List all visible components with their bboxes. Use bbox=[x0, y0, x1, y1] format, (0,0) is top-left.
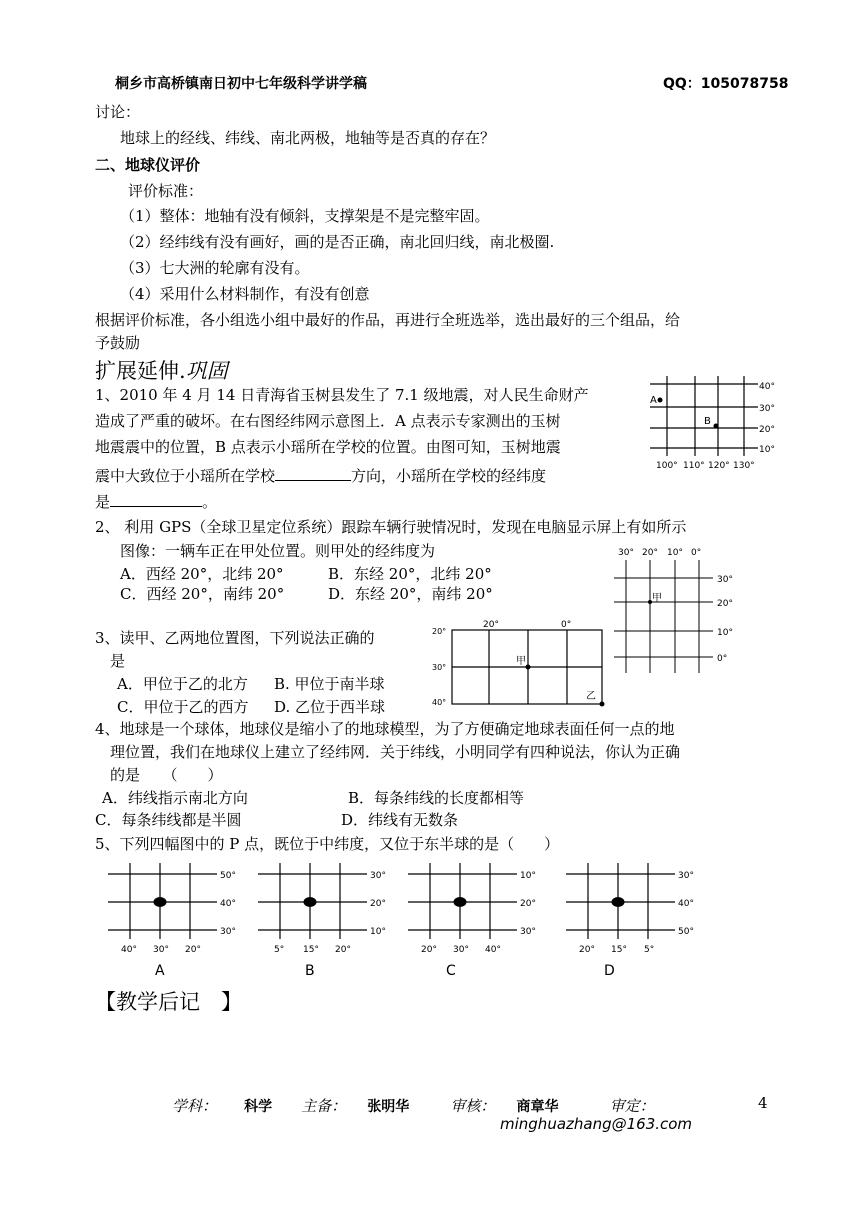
discussion-label: 讨论： bbox=[95, 103, 141, 121]
q4-line: 理位置，我们在地球仪上建立了经纬网．关于纬线，小明同学有四种说法，你认为正确 bbox=[110, 743, 681, 761]
q3-line: 3、读甲、乙两地位置图，下列说法正确的 bbox=[95, 629, 375, 647]
footer-subject-label: 学科： bbox=[172, 1097, 218, 1115]
q2-lat-label: 0° bbox=[717, 654, 728, 664]
q2-lat-label: 30° bbox=[717, 575, 733, 585]
q5-map-a-lon: 40° bbox=[121, 945, 137, 955]
q1-point-b-marker bbox=[714, 424, 719, 429]
q1-lat-label: 40° bbox=[759, 382, 775, 392]
q5-map-a-label: A bbox=[155, 963, 165, 979]
q2-lon-label: 10° bbox=[667, 548, 683, 558]
q5-map-b bbox=[250, 858, 390, 983]
discussion-question: 地球上的经线、纬线、南北两极，地轴等是否真的存在？ bbox=[120, 129, 496, 147]
q2-lon-label: 0° bbox=[691, 548, 702, 558]
q1-line: 地震震中的位置，B 点表示小瑶所在学校的位置。由图可知，玉树地震 bbox=[95, 438, 561, 456]
footer-lead: 张明华 bbox=[367, 1099, 410, 1115]
q5-map-d-lon: 5° bbox=[644, 945, 655, 955]
q2-option: D．东经 20°，南纬 20° bbox=[328, 585, 493, 603]
q5-map-c-lat: 20° bbox=[520, 899, 536, 909]
q4-line: 4、地球是一个球体，地球仪是缩小了的地球模型，为了方便确定地球表面任何一点的地 bbox=[95, 720, 675, 738]
q2-grid-map bbox=[610, 540, 760, 680]
extension-title-part1: 扩展延伸. bbox=[95, 359, 186, 383]
q5-map-c-lon: 40° bbox=[485, 945, 501, 955]
q1-line4-start: 震中大致位于小瑶所在学校 bbox=[95, 467, 276, 485]
q5-map-d-point bbox=[612, 897, 625, 907]
q5-map-b-lat: 10° bbox=[370, 927, 386, 937]
footer-line bbox=[172, 1095, 655, 1116]
q1-lat-label: 20° bbox=[759, 425, 775, 435]
q3-point-yi-marker bbox=[600, 702, 605, 707]
q1-line4-end: 方向，小瑶所在学校的经纬度 bbox=[351, 467, 547, 485]
q1-lon-label: 110° bbox=[683, 461, 705, 471]
footer-lead-label: 主备： bbox=[301, 1097, 347, 1115]
q5-map-d-lat: 50° bbox=[678, 927, 694, 937]
footer-review-label: 审核： bbox=[450, 1097, 496, 1115]
q4-option: A．纬线指示南北方向 bbox=[102, 789, 248, 807]
criteria-item: （4）采用什么材料制作，有没有创意 bbox=[120, 285, 370, 303]
q5-map-b-lon: 15° bbox=[303, 945, 319, 955]
q2-option: B．东经 20°，北纬 20° bbox=[328, 565, 492, 583]
q5-map-b-lon: 5° bbox=[274, 945, 285, 955]
q5-map-a-lat: 50° bbox=[220, 871, 236, 881]
criteria-label: 评价标准： bbox=[128, 182, 204, 200]
q1-point-a-marker bbox=[658, 398, 663, 403]
q1-line: 造成了严重的破坏。在右图经纬网示意图上．A 点表示专家测出的玉树 bbox=[95, 412, 561, 430]
q5-map-a-lon: 30° bbox=[153, 945, 169, 955]
q5-map-d-lon: 20° bbox=[579, 945, 595, 955]
q5-map-b-lon: 20° bbox=[335, 945, 351, 955]
summary-line: 予鼓励 bbox=[95, 334, 141, 352]
footer-approve-label: 审定： bbox=[609, 1097, 655, 1115]
q1-point-b-label: B bbox=[704, 416, 711, 427]
q5-map-a-point bbox=[154, 897, 167, 907]
q5-map-a-lat: 30° bbox=[220, 927, 236, 937]
q5-stem: 5、下列四幅图中的 P 点，既位于中纬度，又位于东半球的是（ ） bbox=[95, 835, 560, 853]
header-title: 桐乡市高桥镇南日初中七年级科学讲学稿 bbox=[115, 76, 367, 92]
q1-point-a-label: A bbox=[650, 395, 657, 406]
q5-map-c-point bbox=[454, 897, 467, 907]
q1-line5-start: 是 bbox=[95, 493, 111, 511]
q2-option: A．西经 20°，北纬 20° bbox=[120, 565, 284, 583]
q1-grid-map bbox=[640, 370, 790, 475]
q1-line5-end: 。 bbox=[202, 493, 218, 511]
q3-line: 是 bbox=[110, 652, 126, 670]
q2-line: 2、 利用 GPS（全球卫星定位系统）跟踪车辆行驶情况时，发现在电脑显示屏上有如所示 bbox=[95, 518, 687, 536]
q5-map-b-point bbox=[304, 897, 317, 907]
q3-option: C．甲位于乙的西方 bbox=[117, 698, 249, 716]
q2-lat-label: 10° bbox=[717, 628, 733, 638]
q5-map-d-label: D bbox=[604, 963, 615, 979]
q5-map-d bbox=[558, 858, 698, 983]
q1-direction-blank[interactable] bbox=[275, 464, 351, 481]
q2-option: C．西经 20°，南纬 20° bbox=[120, 585, 285, 603]
q4-line: 的是 （ ） bbox=[110, 766, 223, 784]
q1-line bbox=[95, 464, 546, 486]
q3-point-jia-marker bbox=[526, 665, 531, 670]
extension-title-part2: 巩固 bbox=[185, 359, 228, 383]
q1-coordinate-blank[interactable] bbox=[110, 490, 202, 507]
postscript-heading: 【教学后记 】 bbox=[95, 990, 242, 1014]
q3-point-jia-label: 甲 bbox=[516, 656, 526, 667]
q1-line: 1、2010 年 4 月 14 日青海省玉树县发生了 7.1 级地震，对人民生命财产 bbox=[95, 386, 589, 404]
footer-subject: 科学 bbox=[244, 1099, 273, 1115]
q2-line: 图像：一辆车正在甲处位置。则甲处的经纬度为 bbox=[120, 542, 436, 560]
criteria-item: （3）七大洲的轮廓有没有。 bbox=[120, 259, 310, 277]
q3-left-label: 20° bbox=[432, 627, 447, 636]
q3-grid-map bbox=[430, 612, 610, 712]
q5-map-c-lat: 30° bbox=[520, 927, 536, 937]
q5-map-d-lat: 40° bbox=[678, 899, 694, 909]
q3-point-yi-label: 乙 bbox=[586, 691, 596, 702]
q3-option: A．甲位于乙的北方 bbox=[117, 675, 248, 693]
q5-map-a-lon: 20° bbox=[185, 945, 201, 955]
section-title: 二、地球仪评价 bbox=[95, 156, 201, 174]
q4-option: D．纬线有无数条 bbox=[341, 811, 459, 829]
extension-heading bbox=[95, 355, 228, 385]
q4-option: C．每条纬线都是半圆 bbox=[95, 811, 242, 829]
q5-map-c-label: C bbox=[446, 963, 456, 979]
q1-lon-label: 120° bbox=[708, 461, 730, 471]
q4-option: B．每条纬线的长度都相等 bbox=[348, 789, 525, 807]
q3-top-label: 0° bbox=[561, 620, 572, 630]
q5-map-a-lat: 40° bbox=[220, 899, 236, 909]
q3-top-label: 20° bbox=[483, 620, 499, 630]
q1-lon-label: 130° bbox=[733, 461, 755, 471]
q5-map-b-lat: 20° bbox=[370, 899, 386, 909]
q2-grid-lines bbox=[614, 560, 713, 673]
q1-line bbox=[95, 490, 217, 512]
q3-option: B. 甲位于南半球 bbox=[274, 675, 385, 693]
q1-lon-label: 100° bbox=[656, 461, 678, 471]
criteria-item: （1）整体：地轴有没有倾斜，支撑架是不是完整牢固。 bbox=[120, 207, 490, 225]
q1-lat-label: 30° bbox=[759, 404, 775, 414]
q5-map-b-lat: 30° bbox=[370, 871, 386, 881]
footer-email: minghuazhang@163.com bbox=[500, 1115, 693, 1133]
q5-map-b-label: B bbox=[305, 963, 315, 979]
q2-lon-label: 30° bbox=[618, 548, 634, 558]
q5-map-c-lon: 30° bbox=[453, 945, 469, 955]
q2-point-jia-label: 甲 bbox=[652, 593, 662, 604]
q5-map-c-lon: 20° bbox=[421, 945, 437, 955]
criteria-item: （2）经纬线有没有画好，画的是否正确，南北回归线，南北极圈. bbox=[120, 233, 555, 251]
q2-lat-label: 20° bbox=[717, 599, 733, 609]
q5-map-a bbox=[100, 858, 240, 983]
q5-map-c-lat: 10° bbox=[520, 871, 536, 881]
q3-left-label: 30° bbox=[432, 663, 447, 672]
q5-map-d-lat: 30° bbox=[678, 871, 694, 881]
summary-line: 根据评价标准，各小组选小组中最好的作品，再进行全班选举，选出最好的三个组品，给 bbox=[95, 311, 681, 329]
page-number: 4 bbox=[758, 1094, 768, 1112]
q2-lon-label: 20° bbox=[642, 548, 658, 558]
q1-lat-label: 10° bbox=[759, 445, 775, 455]
q5-map-d-lon: 15° bbox=[611, 945, 627, 955]
q3-left-label: 40° bbox=[432, 698, 447, 707]
q3-option: D. 乙位于西半球 bbox=[274, 698, 386, 716]
q5-map-c bbox=[400, 858, 540, 983]
footer-reviewer: 商章华 bbox=[516, 1099, 559, 1115]
header-qq: QQ：105078758 bbox=[663, 76, 789, 92]
